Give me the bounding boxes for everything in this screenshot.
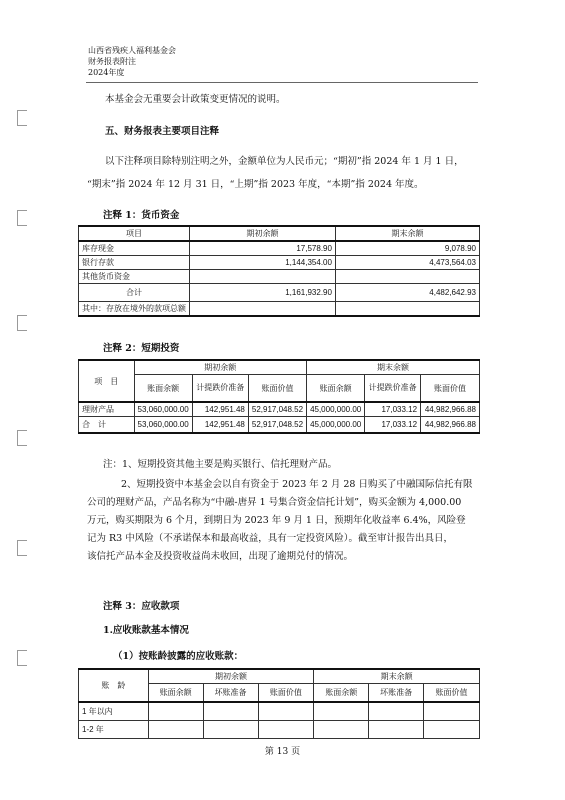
row-item: 1-2 年 (79, 721, 149, 739)
row-item: 合计 (79, 284, 190, 302)
group-header-begin: 期初余额 (134, 360, 307, 375)
header-rule (86, 82, 478, 83)
cell: 45,000,000.00 (307, 402, 365, 417)
binding-mark (17, 315, 27, 331)
remark-line: 记为 R3 中风险（不承诺保本和最高收益，具有一定投资风险）。截至审计报告出具日， (87, 533, 453, 544)
receivables-table (78, 668, 480, 739)
note2-remark-1: 注：1、短期投资其他主要是购买银行、信托理财产品。 (103, 459, 338, 470)
row-item: 其中：存放在境外的款项总额 (79, 302, 190, 317)
table-row (79, 302, 480, 317)
row-begin (190, 270, 336, 284)
group-header-end: 期末余额 (307, 360, 480, 375)
row-item: 1 年以内 (79, 702, 149, 721)
sub-header: 计提跌价准备 (192, 375, 248, 403)
sub-header: 计提跌价准备 (365, 375, 421, 403)
table-row-total (79, 284, 480, 302)
row-end: 9,078.90 (335, 241, 479, 256)
note3-title: 注释 3：应收款项 (103, 601, 180, 612)
table-row (79, 241, 480, 256)
row-end (335, 270, 479, 284)
section-title: 五、财务报表主要项目注释 (105, 126, 220, 137)
note3-sub1: 1.应收账款基本情况 (103, 625, 189, 636)
page-number: 第 13 页 (264, 747, 301, 757)
row-end (335, 302, 479, 317)
sub-header: 账面余额 (307, 375, 365, 403)
header-doc: 财务报表附注 (88, 57, 136, 66)
row-item: 库存现金 (79, 241, 190, 256)
cell: 53,060,000.00 (134, 417, 192, 434)
header-org: 山西省残疾人福利基金会 (88, 46, 176, 55)
table-row (79, 270, 480, 284)
col-header: 项目 (79, 226, 190, 241)
cell: 45,000,000.00 (307, 417, 365, 434)
row-begin: 17,578.90 (190, 241, 336, 256)
cell: 52,917,048.52 (248, 402, 306, 417)
note2-title: 注释 2：短期投资 (103, 343, 180, 354)
section-line-2: “期末”指 2024 年 12 月 31 日，“上期”指 2023 年度，“本期”指 2024 年度。 (87, 179, 424, 190)
col-header: 期末余额 (335, 226, 479, 241)
cell: 142,951.48 (192, 402, 248, 417)
binding-mark (17, 650, 27, 666)
cell: 44,982,966.88 (421, 417, 480, 434)
remark-line: 万元，购买期限为 6 个月，到期日为 2023 年 9 月 1 日，预期年化收益率 6.4%，风险登 (87, 515, 466, 526)
item-header: 项 目 (79, 360, 135, 402)
cash-table (78, 225, 480, 317)
row-begin (190, 302, 336, 317)
section-line-1: 以下注释项目除特别注明之外，金额单位为人民币元；“期初”指 2024 年 1 月 1 日， (105, 156, 464, 167)
group-header-end: 期末余额 (314, 669, 480, 684)
sub-header: 账面价值 (248, 375, 306, 403)
cell: 142,951.48 (192, 417, 248, 434)
table-row (79, 256, 480, 270)
sub-header: 账面余额 (148, 684, 203, 703)
row-item: 合 计 (79, 417, 135, 434)
row-end: 4,482,642.93 (335, 284, 479, 302)
row-item: 其他货币资金 (79, 270, 190, 284)
binding-mark (17, 210, 27, 226)
table-row (79, 721, 480, 739)
remark-line: 公司的理财产品，产品名称为“中融-唐昇 1 号集合资金信托计划”，购买金额为 4,000.00 (87, 497, 462, 508)
sub-header: 账面价值 (421, 375, 480, 403)
page-header (88, 45, 176, 78)
row-item: 理财产品 (79, 402, 135, 417)
intro-line: 本基金会无重要会计政策变更情况的说明。 (105, 94, 286, 105)
header-year: 2024年度 (88, 68, 125, 77)
sub-header: 账面余额 (314, 684, 369, 703)
cell: 52,917,048.52 (248, 417, 306, 434)
row-begin: 1,144,354.00 (190, 256, 336, 270)
note2-remark-2 (87, 476, 479, 566)
sub-header: 账面价值 (258, 684, 314, 703)
col-header: 期初余额 (190, 226, 336, 241)
sub-header: 账面余额 (134, 375, 192, 403)
cell: 17,033.12 (365, 402, 421, 417)
remark-line: 2、短期投资中本基金会以自有资金于 2023 年 2 月 28 日购买了中融国际信托有限 (121, 479, 473, 490)
table-row (79, 402, 480, 417)
group-header-begin: 期初余额 (148, 669, 314, 684)
row-item: 银行存款 (79, 256, 190, 270)
investment-table (78, 359, 480, 434)
cell: 44,982,966.88 (421, 402, 480, 417)
binding-mark (17, 110, 27, 126)
row-end: 4,473,564.03 (335, 256, 479, 270)
sub-header: 坏账准备 (369, 684, 424, 703)
cell: 17,033.12 (365, 417, 421, 434)
table-row-total (79, 417, 480, 434)
note3-sub2: （1）按账龄披露的应收账款： (113, 651, 244, 662)
note1-title: 注释 1：货币资金 (103, 210, 180, 221)
remark-line: 该信托产品本金及投资收益尚未收回，出现了逾期兑付的情况。 (87, 551, 354, 562)
binding-mark (17, 430, 27, 446)
item-header: 账 龄 (79, 669, 149, 702)
cell: 53,060,000.00 (134, 402, 192, 417)
table-row (79, 702, 480, 721)
row-begin: 1,161,932.90 (190, 284, 336, 302)
sub-header: 账面价值 (424, 684, 480, 703)
binding-mark (17, 540, 27, 556)
sub-header: 坏账准备 (203, 684, 258, 703)
